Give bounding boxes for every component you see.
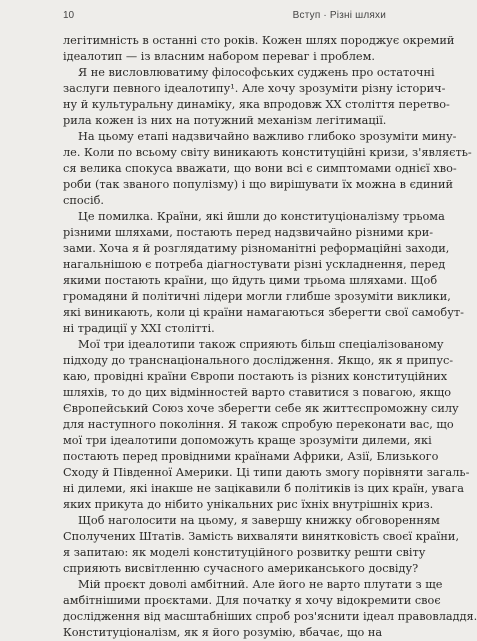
text-line: якими постають країни, що йдуть цими трьома шляхами. Щоб: [63, 274, 438, 287]
text-line: Європейський Союз хоче зберегти себе як життєспроможну силу: [63, 402, 459, 415]
running-header: [63, 10, 386, 24]
paragraph: [63, 577, 477, 641]
text-line: Сходу й Південної Америки. Ці типи дають змогу порівняти загаль-: [63, 466, 470, 479]
text-line: постають перед провідними країнами Африки, Азії, Близького: [63, 450, 439, 463]
text-line: мої три ідеалотипи допоможуть краще зрозуміти дилеми, які: [63, 434, 432, 447]
paragraph: [63, 129, 472, 209]
text-line: Це помилка. Країни, які йшли до конституціоналізму трьома: [78, 210, 445, 223]
text-line: На цьому етапі надзвичайно важливо глибоко зрозуміти мину-: [78, 130, 457, 143]
text-line: я запитаю: як моделі конституційного розвитку решти світу: [63, 546, 426, 559]
text-line: Сполучених Штатів. Замість вихваляти винятковість своєї країни,: [63, 530, 460, 543]
paragraph: [63, 33, 455, 65]
text-line: які виникають, коли ці країни намагаються зберегти свої самобут-: [63, 306, 464, 319]
paragraph: [63, 209, 464, 337]
text-line: шляхів, то до цих відмінностей варто ставитися з повагою, якщо: [63, 386, 452, 399]
text-line: ле. Коли по всьому світу виникають конституційні кризи, з'являєть-: [63, 146, 472, 159]
text-line: для наступного покоління. Я також спробую переконати вас, що: [63, 418, 454, 431]
text-line: спосіб.: [63, 194, 104, 207]
text-line: амбітнішими проєктами. Для початку я хочу відокремити своє: [63, 594, 441, 607]
text-line: сприяють висвітленню сучасного американського досвіду?: [63, 562, 419, 575]
text-line: легітимність в останні сто років. Кожен шлях породжує окремий: [63, 34, 455, 47]
text-line: Я не висловлюватиму філософських суджень про остаточні: [78, 66, 435, 79]
paragraph: [63, 337, 470, 513]
text-line: підходу до транснаціонального дослідження. Якщо, як я припус-: [63, 354, 454, 367]
text-line: яких прикута до нібито унікальних рис їхніх внутрішніх криз.: [63, 498, 434, 511]
text-line: громадяни й політичні лідери могли глибше зрозуміти виклики,: [63, 290, 451, 303]
text-line: Щоб наголосити на цьому, я завершу книжку обговоренням: [78, 514, 440, 527]
text-line: Мій проєкт доволі амбітний. Але його не варто плутати з ще: [78, 578, 443, 591]
text-line: ні дилеми, які інакше не зацікавили б політиків із цих країн, увага: [63, 482, 465, 495]
text-line: ідеалотип — із власним набором переваг і проблем.: [63, 50, 375, 63]
text-line: зами. Хоча я й розглядатиму різноманітні реформаційні заходи,: [63, 242, 450, 255]
text-line: каю, провідні країни Європи постають із різних конституційних: [63, 370, 448, 383]
page-number: 10: [63, 10, 75, 21]
text-line: дослідження від масштабніших спроб роз'яснити ідеал правовладдя.: [63, 610, 477, 623]
text-line: заслуги певного ідеалотипу¹. Але хочу зрозуміти різну історич-: [63, 82, 446, 95]
text-line: нагальнішою є потреба діагностувати різні ускладнення, перед: [63, 258, 446, 271]
running-section-title: Вступ · Різні шляхи: [292, 10, 386, 21]
text-line: Мої три ідеалотипи також сприяють більш спеціалізованому: [78, 338, 444, 351]
text-line: ні традиції у XXI столітті.: [63, 322, 215, 335]
text-line: рила кожен із них на потужний механізм легітимації.: [63, 114, 387, 127]
paragraph: [63, 513, 460, 577]
paragraph: [63, 65, 450, 129]
body-text: [63, 33, 477, 641]
text-line: ся велика спокуса вважати, що вони всі є симптомами однієї хво-: [63, 162, 457, 175]
text-line: роби (так званого популізму) і що вирішувати їх можна в єдиний: [63, 178, 453, 191]
text-line: ну й культуральну динаміку, яка впродовж XX століття перетво-: [63, 98, 450, 111]
text-line: Конституціоналізм, як я його розумію, вбачає, що на: [63, 626, 383, 639]
text-line: різними шляхами, постають перед надзвичайно різними кри-: [63, 226, 434, 239]
